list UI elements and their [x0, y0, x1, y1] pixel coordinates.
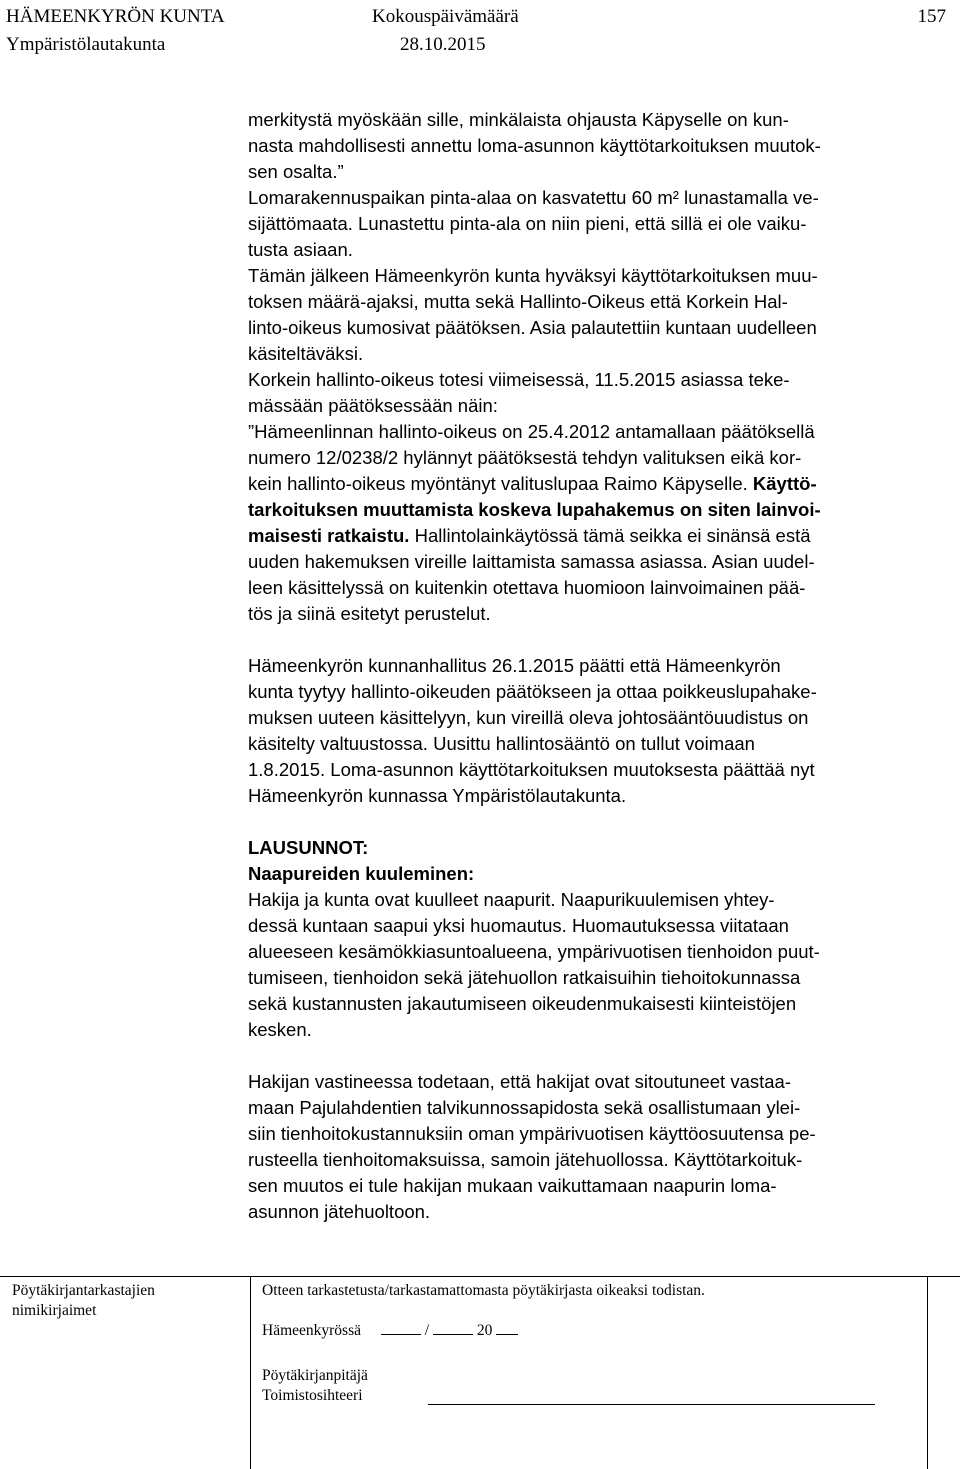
text-run: kein hallinto-oikeus myöntänyt valituslupaa Raimo Käpyselle. — [248, 473, 753, 494]
text-line: alueeseen kesämökkiasuntoalueena, ympärivuotisen tienhoidon puut- — [248, 941, 820, 962]
section-heading — [248, 835, 948, 887]
text-line: maan Pajulahdentien talvikunnossapidosta sekä osallistumaan ylei- — [248, 1097, 801, 1118]
text-line: Hakijan vastineessa todetaan, että hakijat ovat sitoutuneet vastaa- — [248, 1071, 792, 1092]
bold-text-run: Käyttö- — [752, 473, 817, 494]
paragraph-spacer — [248, 809, 948, 835]
text-line: Hakija ja kunta ovat kuulleet naapurit. Naapurikuulemisen yhtey- — [248, 889, 775, 910]
text-line: linto-oikeus kumosivat päätöksen. Asia palautettiin kuntaan uudelleen — [248, 317, 817, 338]
text-line: sijättömaata. Lunastettu pinta-ala on niin pieni, että sillä ei ole vaiku- — [248, 213, 807, 234]
bold-text-run: maisesti ratkaistu. — [248, 525, 410, 546]
paragraph-6 — [248, 887, 948, 1043]
text-run: Hallintolainkäytössä tämä seikka ei sinänsä estä — [409, 525, 811, 546]
text-line: Lomarakennuspaikan pinta-alaa on kasvatettu 60 m² lunastamalla ve- — [248, 187, 819, 208]
initials-label-line2: nimikirjaimet — [12, 1302, 97, 1319]
text-line: Korkein hallinto-oikeus totesi viimeisessä, 11.5.2015 asiassa teke- — [248, 369, 790, 390]
text-line: 1.8.2015. Loma-asunnon käyttötarkoituksen muutoksesta päättää nyt — [248, 759, 815, 780]
text-line: rusteella tienhoitomaksuissa, samoin jätehuollossa. Käyttötarkoituk- — [248, 1149, 803, 1170]
place-label: Hämeenkyrössä — [262, 1322, 361, 1339]
place-date-line — [262, 1322, 518, 1340]
paragraph-1 — [248, 107, 948, 185]
year-blank — [496, 1333, 518, 1335]
text-line: kesken. — [248, 1019, 312, 1040]
text-line: käsiteltäväksi. — [248, 343, 364, 364]
certification-statement: Otteen tarkastetusta/tarkastamattomasta pöytäkirjasta oikeaksi todistan. — [262, 1282, 705, 1299]
text-line: Hämeenkyrön kunnassa Ympäristölautakunta. — [248, 785, 627, 806]
heading-lausunnot: LAUSUNNOT: — [248, 837, 369, 858]
meeting-date-label: Kokouspäivämäärä — [372, 6, 519, 27]
minutes-keeper-title: Toimistosihteeri — [262, 1387, 363, 1404]
page-footer — [0, 1276, 960, 1469]
signature-line — [428, 1404, 875, 1405]
footer-initials-box — [0, 1276, 251, 1469]
text-line: sekä kustannusten jakautumiseen oikeudenmukaisesti kiinteistöjen — [248, 993, 797, 1014]
board-name: Ympäristölautakunta — [6, 34, 166, 55]
paragraph-4 — [248, 367, 948, 627]
text-line: siin tienhoitokustannuksiin oman ympärivuotisen käyttöosuutensa pe- — [248, 1123, 816, 1144]
text-line: dessä kuntaan saapui yksi huomautus. Huomautuksessa viitataan — [248, 915, 789, 936]
initials-label-line1: Pöytäkirjantarkastajien — [12, 1282, 155, 1299]
footer-certification-box — [250, 1276, 928, 1469]
month-blank — [433, 1333, 473, 1335]
text-line: mässään päätöksessään näin: — [248, 395, 498, 416]
text-line: merkitystä myöskään sille, minkälaista ohjausta Käpyselle on kun- — [248, 109, 789, 130]
text-line: sen muutos ei tule hakijan mukaan vaikuttamaan naapurin loma- — [248, 1175, 777, 1196]
text-line: muksen uuteen käsittelyyn, kun vireillä oleva johtosääntöuudistus on — [248, 707, 809, 728]
text-line: tumiseen, tienhoidon sekä jätehuollon ratkaisuihin tiehoitokunnassa — [248, 967, 801, 988]
heading-naapureiden-kuuleminen: Naapureiden kuuleminen: — [248, 863, 475, 884]
text-line: asunnon jätehuoltoon. — [248, 1201, 431, 1222]
text-line: tös ja siinä esitetyt perustelut. — [248, 603, 491, 624]
text-line: toksen määrä-ajaksi, mutta sekä Hallinto-Oikeus että Korkein Hal- — [248, 291, 788, 312]
text-line: Hämeenkyrön kunnanhallitus 26.1.2015 päätti että Hämeenkyrön — [248, 655, 781, 676]
paragraph-spacer — [248, 627, 948, 653]
text-line — [248, 471, 948, 497]
organization-name: HÄMEENKYRÖN KUNTA — [6, 6, 225, 27]
page-header — [0, 0, 960, 60]
paragraph-3 — [248, 263, 948, 367]
page-number: 157 — [917, 6, 946, 27]
text-line — [248, 523, 948, 549]
document-body — [248, 107, 948, 1225]
paragraph-spacer — [248, 1043, 948, 1069]
text-line: numero 12/0238/2 hylännyt päätöksestä tehdyn valituksen eikä kor- — [248, 447, 802, 468]
text-line: sen osalta.” — [248, 161, 344, 182]
text-line: kunta tyytyy hallinto-oikeuden päätökseen ja ottaa poikkeuslupahake- — [248, 681, 817, 702]
paragraph-5 — [248, 653, 948, 809]
paragraph-7 — [248, 1069, 948, 1225]
text-line: uuden hakemuksen vireille laittamista samassa asiassa. Asian uudel- — [248, 551, 815, 572]
day-blank — [381, 1333, 421, 1335]
year-prefix: 20 — [476, 1322, 493, 1339]
text-line: ”Hämeenlinnan hallinto-oikeus on 25.4.2012 antamallaan päätöksellä — [248, 421, 815, 442]
minutes-keeper-label: Pöytäkirjanpitäjä — [262, 1367, 368, 1384]
text-line: Tämän jälkeen Hämeenkyrön kunta hyväksyi käyttötarkoituksen muu- — [248, 265, 818, 286]
paragraph-2 — [248, 185, 948, 263]
text-line: nasta mahdollisesti annettu loma-asunnon käyttötarkoituksen muutok- — [248, 135, 821, 156]
text-line: tusta asiaan. — [248, 239, 353, 260]
bold-text-line: tarkoituksen muuttamista koskeva lupahakemus on siten lainvoi- — [248, 499, 821, 520]
meeting-date: 28.10.2015 — [400, 34, 486, 55]
text-line: leen käsittelyssä on kuitenkin otettava huomioon lainvoimainen pää- — [248, 577, 806, 598]
text-line: käsitelty valtuustossa. Uusittu hallintosääntö on tullut voimaan — [248, 733, 755, 754]
date-separator: / — [424, 1322, 430, 1339]
